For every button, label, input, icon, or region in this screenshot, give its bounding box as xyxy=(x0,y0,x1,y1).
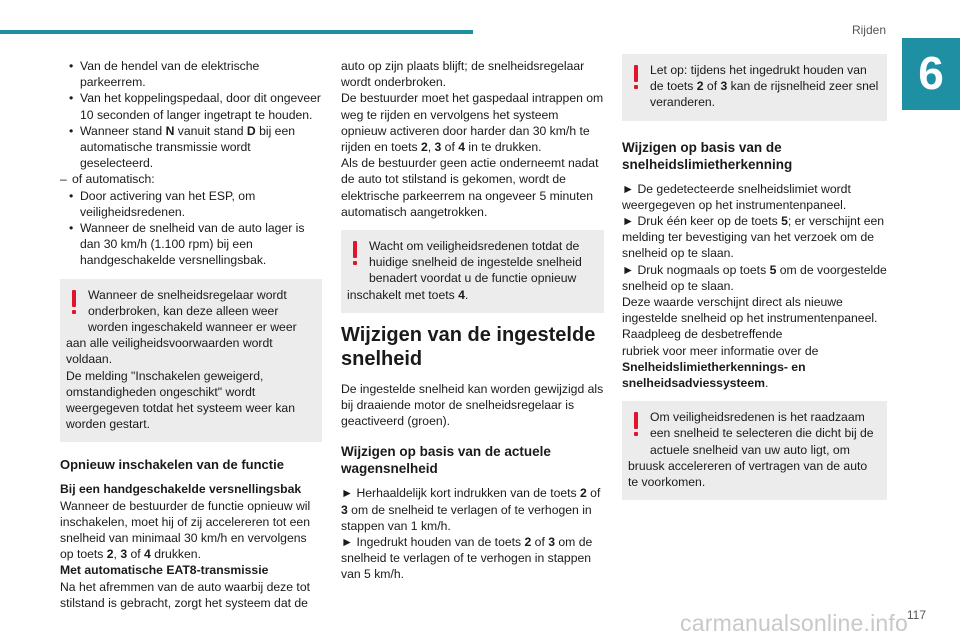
paragraph: De ingestelde snelheid kan worden gewijzigd als bij draaiende motor de snelheidsregelaar is geactiveerd (groen). xyxy=(341,381,604,429)
column-2 xyxy=(341,58,604,583)
warning-icon xyxy=(628,62,646,96)
paragraph: Na het afremmen van de auto waarbij deze tot stilstand is gebracht, zorgt het systeem dat de xyxy=(60,579,310,610)
list-item: – of automatisch: xyxy=(60,172,155,187)
paragraph: Snelheidslimietherkennings- en snelheidsadviessysteem. xyxy=(622,359,806,391)
paragraph: ► Ingedrukt houden van de toets 2 of 3 om de snelheid te verlagen of te verhogen in stappen van 5 km/h. xyxy=(341,535,593,582)
paragraph: ► Herhaaldelijk kort indrukken van de toets 2 of 3 om de snelheid te verlagen of te verhogen in stappen van 1 km/h. xyxy=(341,486,601,533)
list-item: • Wanneer stand N vanuit stand D bij een automatische transmissie wordt geselecteerd. xyxy=(69,123,296,171)
list-item: • Door activering van het ESP, om veiligheidsredenen. xyxy=(69,188,256,219)
heading-speed-limit: Wijzigen op basis van de snelheidslimietherkenning xyxy=(622,139,793,172)
warning-note xyxy=(341,230,604,313)
warning-text: Let op: tijdens het ingedrukt houden van de toets 2 of 3 kan de rijsnelheid zeer snel veranderen. xyxy=(650,63,879,110)
paragraph: auto op zijn plaats blijft; de snelheidsregelaar wordt onderbroken. xyxy=(341,59,585,90)
column-1 xyxy=(60,58,322,611)
warning-icon xyxy=(628,409,646,443)
warning-text: Wanneer de snelheidsregelaar wordt onderbroken, kan deze alleen weer worden ingeschakeld wanneer er weer aan alle veiligheidsvoorwaarden wordt voldaan. De melding "Inschakelen geweigerd, omstandigheden ongeschikt" wordt weergegeven totdat het systeem weer kan worden gestart. xyxy=(66,287,297,432)
subheading-auto: Met automatische EAT8-transmissie xyxy=(60,563,269,578)
heading-reactivate: Opnieuw inschakelen van de functie xyxy=(60,457,284,473)
warning-text: Wacht om veiligheidsredenen totdat de huidige snelheid de ingestelde snelheid benadert voordat u de functie opnieuw inschakelt met toets 4. xyxy=(347,239,582,302)
heading-actual-speed: Wijzigen op basis van de actuele wagensnelheid xyxy=(341,444,551,477)
warning-icon xyxy=(347,238,365,272)
paragraph: Wanneer de bestuurder de functie opnieuw wil inschakelen, moet hij of zij accelereren tot een snelheid van minimaal 30 km/h en vervolgens op toets 2, 3 of 4 drukken. xyxy=(60,498,311,562)
subheading-manual: Bij een handgeschakelde versnellingsbak xyxy=(60,482,302,497)
chapter-tab xyxy=(902,38,960,110)
warning-text: Om veiligheidsredenen is het raadzaam een snelheid te selecteren die dicht bij de actuele snelheid van uw auto ligt, om bruusk accelereren of vertragen van de auto te voorkomen. xyxy=(628,410,874,490)
paragraph: ► Druk nogmaals op toets 5 om de voorgestelde snelheid op te slaan. xyxy=(622,262,887,293)
paragraph: Deze waarde verschijnt direct als nieuwe ingestelde snelheid op het instrumentenpaneel. xyxy=(622,295,878,326)
column-3 xyxy=(622,58,887,510)
watermark: carmanualsonline.info xyxy=(680,610,908,636)
warning-note xyxy=(60,279,322,443)
paragraph: Als de bestuurder geen actie onderneemt nadat de auto tot stilstand is gekomen, wordt de elektrische parkeerrem na ongeveer 5 minuten automatisch aangetrokken. xyxy=(341,156,599,219)
warning-note xyxy=(622,401,887,500)
warning-icon xyxy=(66,287,84,321)
list-item: • Van de hendel van de elektrische parkeerrem. xyxy=(69,59,260,90)
section-title: Rijden xyxy=(851,23,886,37)
paragraph: rubriek voor meer informatie over de xyxy=(622,343,819,358)
header-accent-bar xyxy=(0,30,473,34)
paragraph: Raadpleeg de desbetreffende xyxy=(622,327,783,342)
list-item: • Van het koppelingspedaal, door dit ongeveer 10 seconden of langer ingetrapt te houden. xyxy=(69,91,321,122)
paragraph: ► De gedetecteerde snelheidslimiet wordt weergegeven op het instrumentenpaneel. xyxy=(622,181,851,212)
warning-note xyxy=(622,54,887,121)
heading-change-speed: Wijzigen van de ingestelde snelheid xyxy=(341,323,596,370)
page-number: 117 xyxy=(906,608,926,622)
paragraph: ► Druk één keer op de toets 5; er verschijnt een melding ter bevestiging van het verzoek om de snelheid op te slaan. xyxy=(622,214,885,261)
paragraph: De bestuurder moet het gaspedaal intrappen om weg te rijden en vervolgens het systeem opnieuw activeren door harder dan 30 km/h te rijden en toets 2, 3 of 4 in te drukken. xyxy=(341,91,604,155)
list-item: • Wanneer de snelheid van de auto lager is dan 30 km/h (1.100 rpm) bij een handgeschakelde versnellingsbak. xyxy=(69,221,305,268)
chapter-number: 6 xyxy=(918,47,944,99)
